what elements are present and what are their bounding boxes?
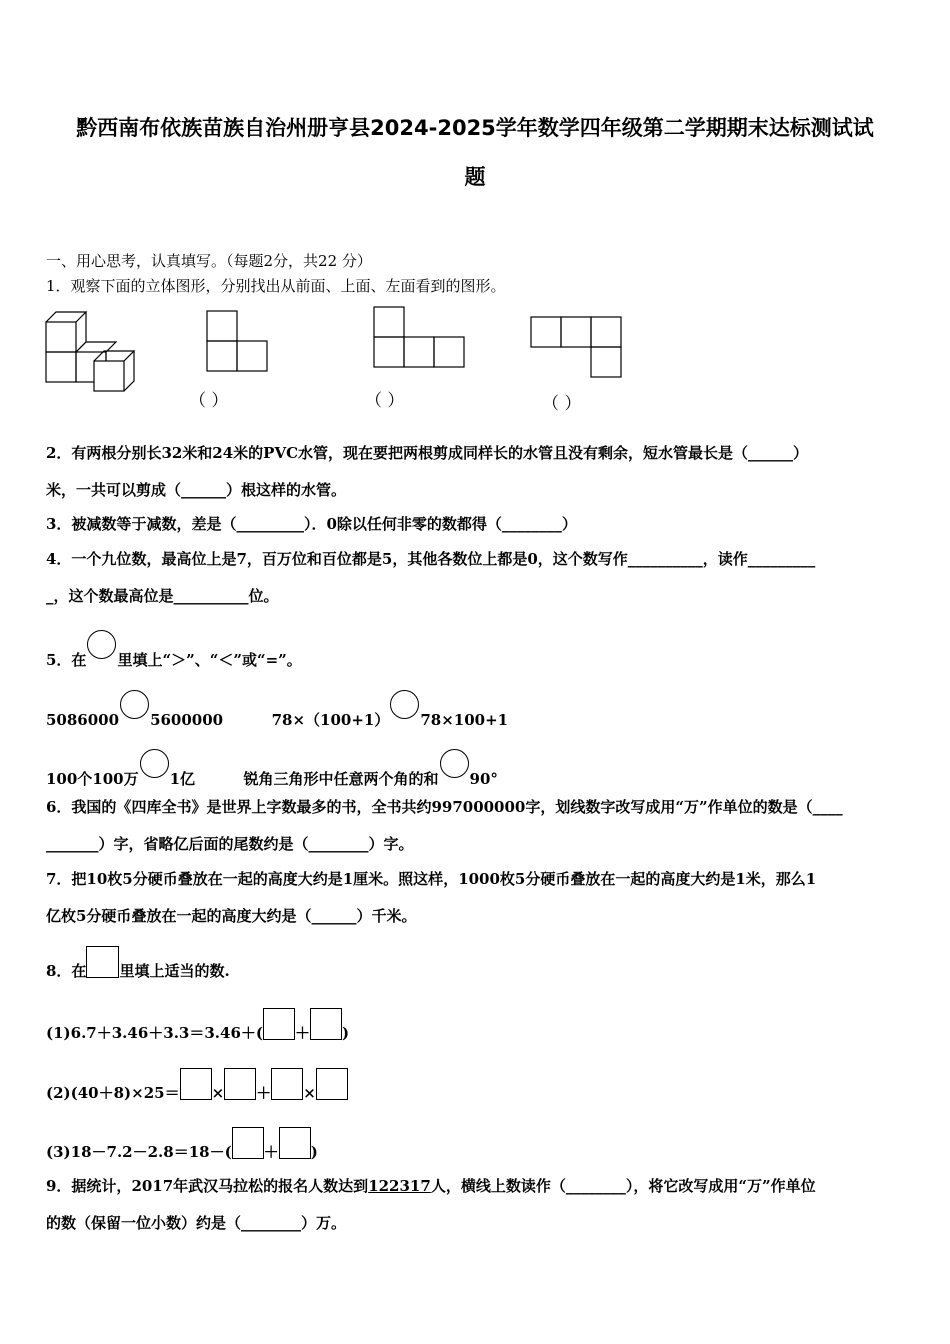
q8-3-op: ＋ xyxy=(263,1143,279,1161)
q8-3-expression: (3)18－7.2－2.8＝18－( xyxy=(46,1143,232,1161)
circle-blank-icon xyxy=(87,630,116,659)
answer-paren-1[interactable]: （ ） xyxy=(189,391,229,411)
compare-circle-b[interactable] xyxy=(390,690,419,719)
q8-1-box-1[interactable] xyxy=(263,1008,295,1040)
q8-2-box-4[interactable] xyxy=(316,1068,348,1100)
q8-1-close: ) xyxy=(342,1024,350,1042)
question-2-line1: 2．有两根分别长32米和24米的PVC水管，现在要把两根剪成同样长的水管且没有剩余，短水管最长是（______） xyxy=(46,444,809,462)
q8-2-expression: (2)(40＋8)×25＝ xyxy=(46,1084,180,1102)
q9-prefix: 9．据统计，2017年武汉马拉松的报名人数达到 xyxy=(46,1177,369,1195)
q8-3-box-1[interactable] xyxy=(232,1127,264,1159)
question-9-line2: 的数（保留一位小数）约是（________）万。 xyxy=(46,1214,347,1232)
question-5 xyxy=(46,630,302,670)
q8-item-1 xyxy=(46,1008,349,1043)
answer-paren-3[interactable]: （ ） xyxy=(542,394,582,414)
question-3: 3．被减数等于减数，差是（_________）．0除以任何非零的数都得（________） xyxy=(46,515,577,533)
q5-a-right: 5600000 xyxy=(150,711,224,729)
question-1: 1．观察下面的立体图形，分别找出从前面、上面、左面看到的图形。 xyxy=(46,277,506,295)
question-9-line1 xyxy=(46,1176,816,1196)
square-blank-icon xyxy=(86,946,119,978)
view-figure-b xyxy=(372,306,466,368)
q8-prefix: 8．在 xyxy=(46,962,87,980)
doc-title-line1: 黔西南布依族苗族自治州册亨县2024-2025学年数学四年级第二学期期末达标测试试 xyxy=(76,116,874,140)
q5-b-right: 78×100+1 xyxy=(420,711,509,729)
cube-3d-figure xyxy=(44,308,149,396)
q5-compare-row-1 xyxy=(46,690,508,730)
q5-compare-row-2 xyxy=(46,749,498,789)
q8-3-close: ) xyxy=(310,1143,318,1161)
question-2-line2: 米，一共可以剪成（______）根这样的水管。 xyxy=(46,481,347,499)
question-6-line1: 6．我国的《四库全书》是世界上字数最多的书，全书共约997000000字，划线数字改写成用“万”作单位的数是（____ xyxy=(46,798,843,816)
doc-title-line2: 题 xyxy=(464,165,486,189)
q5-suffix: 里填上“＞”、“＜”或“=”。 xyxy=(117,651,302,669)
q5-d-right: 90° xyxy=(469,770,498,788)
q8-suffix: 里填上适当的数. xyxy=(119,962,230,980)
section-1-heading: 一、用心思考，认真填写。（每题2分，共22 分） xyxy=(46,252,372,270)
q8-1-expression: (1)6.7＋3.46＋3.3＝3.46＋( xyxy=(46,1024,263,1042)
q5-d-left: 锐角三角形中任意两个角的和 xyxy=(243,770,439,788)
question-6-line2: _______）字，省略亿后面的尾数约是（________）字。 xyxy=(46,835,414,853)
q5-b-left: 78×（100+1） xyxy=(271,711,390,729)
q8-2-op1: × xyxy=(211,1084,225,1102)
q8-1-box-2[interactable] xyxy=(310,1008,342,1040)
q9-underlined-number: 122317 xyxy=(368,1177,431,1195)
compare-circle-a[interactable] xyxy=(120,690,149,719)
question-7-line1: 7．把10枚5分硬币叠放在一起的高度大约是1厘米。照这样，1000枚5分硬币叠放在一起的高度大约是1米，那么1 xyxy=(46,870,817,888)
question-7-line2: 亿枚5分硬币叠放在一起的高度大约是（______）千米。 xyxy=(46,907,417,925)
q8-2-box-3[interactable] xyxy=(271,1068,303,1100)
q8-2-op2: ＋ xyxy=(256,1084,272,1102)
q8-item-2 xyxy=(46,1068,348,1103)
q8-1-op: ＋ xyxy=(295,1024,311,1042)
q5-c-right: 1亿 xyxy=(169,770,196,788)
q8-2-box-1[interactable] xyxy=(180,1068,212,1100)
compare-circle-c[interactable] xyxy=(140,749,169,778)
q9-suffix: 人，横线上数读作（________），将它改写成用“万”作单位 xyxy=(430,1177,816,1195)
q5-prefix: 5．在 xyxy=(46,651,87,669)
question-4-line2: _，这个数最高位是__________位。 xyxy=(46,587,279,605)
q8-2-box-2[interactable] xyxy=(224,1068,256,1100)
question-8 xyxy=(46,946,230,981)
view-figure-a xyxy=(205,310,269,372)
answer-paren-2[interactable]: （ ） xyxy=(365,391,405,411)
q8-3-box-2[interactable] xyxy=(279,1127,311,1159)
q8-item-3 xyxy=(46,1127,318,1162)
q5-a-left: 5086000 xyxy=(46,711,120,729)
q5-c-left: 100个100万 xyxy=(46,770,139,788)
view-figure-c xyxy=(529,315,623,379)
q8-2-op3: × xyxy=(303,1084,316,1102)
compare-circle-d[interactable] xyxy=(440,749,469,778)
question-4-line1: 4．一个九位数，最高位上是7，百万位和百位都是5，其他各数位上都是0，这个数写作__________，读作_________ xyxy=(46,550,816,568)
